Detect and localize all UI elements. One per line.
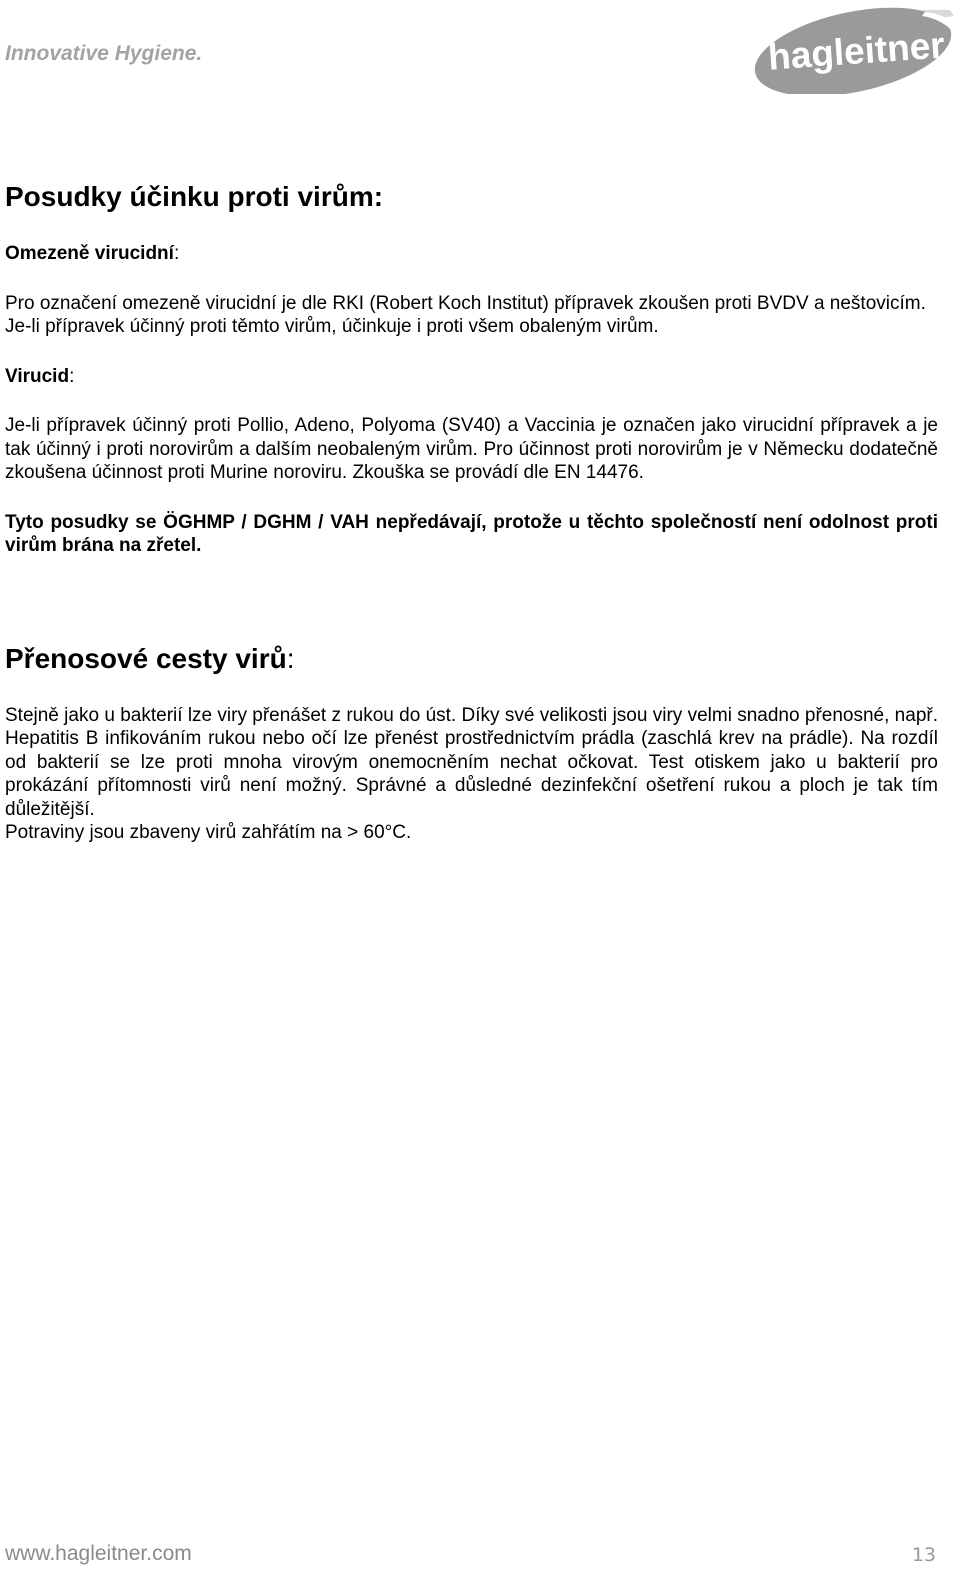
limited-virucidal-text: Pro označení omezeně virucidní je dle RKI (Robert Koch Institut) přípravek zkoušen proti BVDV a neštovicím. [5, 292, 926, 314]
virucid-text: Je-li přípravek účinný proti Pollio, Adeno, Polyoma (SV40) a Vaccinia je označen jako virucidní přípravek a je tak účinný i proti norovirům a dalším neobaleným virům. Pro účinnost proti norovirům je v Německu dodatečně zkoušena účinnost proti Murine noroviru. Zkouška se provádí dle EN 14476. [5, 415, 938, 483]
section-title-transmission [5, 642, 938, 676]
limited-virucidal-label: Omezeně virucidní [5, 243, 174, 264]
footer-website-url: www.hagleitner.com [5, 1542, 192, 1565]
transmission-text-2: Potraviny jsou zbaveny virů zahřátím na > 60°C. [5, 822, 412, 843]
certification-note: Tyto posudky se ÖGHMP / DGHM / VAH nepředávají, protože u těchto společností není odolnost proti virům brána na zřetel. [5, 511, 938, 556]
page-number: 13 [911, 1544, 936, 1566]
section-title-virus-effect: Posudky účinku proti virům: [5, 181, 384, 212]
transmission-text: Stejně jako u bakterií lze viry přenášet z rukou do úst. Díky své velikosti jsou viry velmi snadno přenosné, např. Hepatitis B infikováním rukou nebo očí lze přenést prostřednictvím prádla (zaschlá krev na prádle). Na rozdíl od bakterií se lze proti mnoha virovým onemocněním nechat očkovat. Test otiskem jako u bakterií pro prokázání přítomnosti virů není možný. Správné a důsledné dezinfekční ošetření rukou a ploch je tak tím důležitější. [5, 704, 938, 820]
limited-virucidal-text-2: Je-li přípravek účinný proti těmto virům, účinkuje i proti všem obaleným virům. [5, 316, 659, 337]
logo-wordmark: hagleitner [766, 24, 946, 78]
virucid-label: Virucid [5, 365, 70, 387]
virucid-colon: : [69, 365, 75, 387]
limited-virucidal-colon: : [173, 243, 180, 264]
hagleitner-logo [750, 4, 956, 94]
transmission-title-colon: : [286, 642, 295, 674]
document-body [5, 180, 938, 845]
subheading-limited-virucidal [5, 242, 938, 266]
brand-tagline: Innovative Hygiene. [5, 42, 203, 65]
transmission-title-text: Přenosové cesty virů [5, 642, 287, 674]
subheading-virucid [5, 365, 938, 389]
